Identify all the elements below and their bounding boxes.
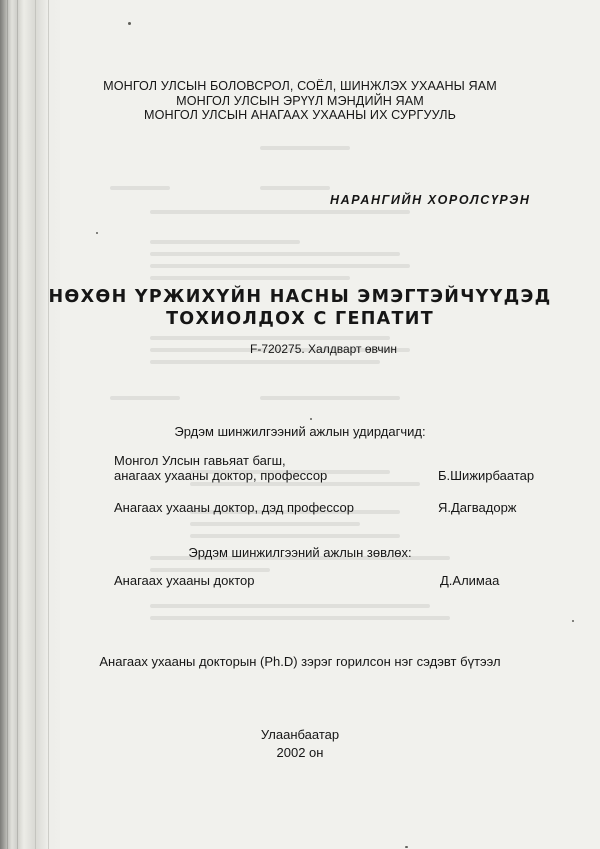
supervisor-name: Я.Дагвадорж xyxy=(438,500,517,515)
dust-speck xyxy=(405,846,408,848)
specialty-code: F-720275. Халдварт өвчин xyxy=(250,342,397,356)
supervisor-title-line: Монгол Улсын гавьяат багш, xyxy=(114,453,286,468)
dust-speck xyxy=(572,620,574,622)
supervisor-title-line: анагаах ухааны доктор, профессор xyxy=(114,468,328,483)
supervisor-title-line: Анагаах ухааны доктор, дэд профессор xyxy=(114,500,355,515)
advisor-title: Анагаах ухааны доктор xyxy=(114,573,255,588)
ministry-line: МОНГОЛ УЛСЫН БОЛОВСРОЛ, СОЁЛ, ШИНЖЛЭХ УХААНЫ ЯАМ xyxy=(103,79,497,93)
ministry-line: МОНГОЛ УЛСЫН АНАГААХ УХААНЫ ИХ СУРГУУЛЬ xyxy=(144,108,456,122)
thesis-title-line: ТОХИОЛДОХ С ГЕПАТИТ xyxy=(166,309,434,329)
supervisors-heading: Эрдэм шинжилгээний ажлын удирдагчид: xyxy=(174,424,426,439)
dust-speck xyxy=(128,22,131,25)
publication-city: Улаанбаатар xyxy=(260,727,340,742)
advisor-heading: Эрдэм шинжилгээний ажлын зөвлөх: xyxy=(188,545,412,560)
dust-speck xyxy=(96,232,98,234)
ministry-line: МОНГОЛ УЛСЫН ЭРҮҮЛ МЭНДИЙН ЯАМ xyxy=(176,94,424,108)
supervisor-title xyxy=(114,500,354,515)
author-name: НАРАНГИЙН ХОРОЛСҮРЭН xyxy=(330,193,531,207)
advisor-name: Д.Алимаа xyxy=(440,573,500,588)
thesis-title-line: НӨХӨН ҮРЖИХҮЙН НАСНЫ ЭМЭГТЭЙЧҮҮДЭД xyxy=(48,287,552,307)
dust-speck xyxy=(310,418,312,420)
supervisor-title xyxy=(114,453,327,483)
publication-year: 2002 он xyxy=(276,745,324,760)
degree-statement: Анагаах ухааны докторын (Ph.D) зэрэг горилсон нэг сэдэвт бүтээл xyxy=(99,654,501,669)
supervisor-name: Б.Шижирбаатар xyxy=(438,468,535,483)
